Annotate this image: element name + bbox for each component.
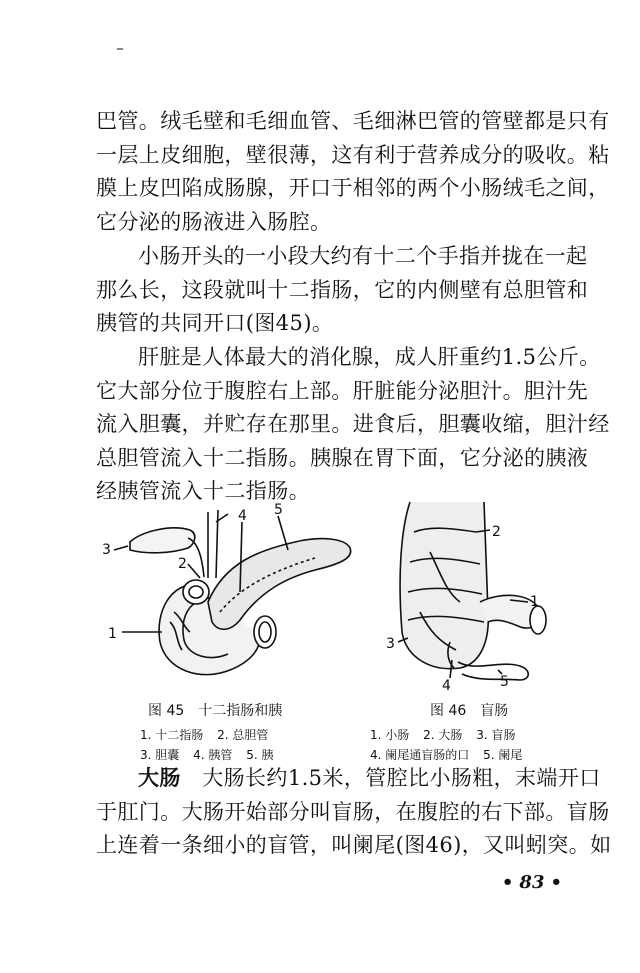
legend-item: 5. 阑尾 [483, 748, 523, 762]
text-line: 胰管的共同开口(图45)。 [96, 311, 334, 335]
cecum-illustration [380, 492, 560, 692]
section-heading: 大肠 [138, 766, 181, 790]
fig45-label-4: 4 [238, 508, 247, 524]
text-line [96, 762, 601, 796]
text-line: 经胰管流入十二指肠。 [96, 479, 310, 503]
text-line: 一层上皮细胞，壁很薄，这有利于营养成分的吸收。粘 [96, 142, 610, 167]
fig45-label-3: 3 [102, 542, 111, 558]
figure-46-caption: 图 46 盲肠 [430, 703, 509, 719]
text-line: 它分泌的肠液进入肠腔。 [96, 209, 332, 234]
legend-item: 3. 盲肠 [476, 728, 516, 742]
text-line: 小肠开头的一小段大约有十二个手指并拢在一起 [138, 244, 588, 268]
fig46-label-3: 3 [386, 636, 395, 652]
bullet-dot: • [550, 872, 562, 893]
figure-45-caption: 图 45 十二指肠和胰 [148, 703, 283, 719]
figure-46-cecum [380, 492, 560, 702]
text-line: 它大部分位于腹腔右上部。肝脏能分泌胆汁。胆汁先 [96, 378, 589, 403]
fig46-label-2: 2 [492, 524, 501, 540]
legend-item: 2. 总胆管 [217, 728, 269, 742]
paragraph-lymph [96, 105, 610, 239]
page-speck [117, 48, 123, 50]
bullet-dot: • [501, 872, 514, 893]
duodenum-pancreas-illustration [100, 492, 360, 692]
paragraph-liver [96, 341, 610, 509]
fig45-label-1: 1 [108, 626, 117, 642]
fig46-label-4: 4 [442, 678, 451, 692]
legend-item: 5. 胰 [246, 748, 274, 762]
text-line: 肝脏是人体最大的消化腺，成人肝重约1.5公斤。 [138, 345, 601, 369]
text-line: 流入胆囊，并贮存在那里。进食后，胆囊收缩，胆汁经 [96, 412, 610, 436]
page-number-value: 83 [519, 872, 545, 893]
figure-45-legend [140, 725, 283, 765]
fig46-label-1: 1 [530, 594, 539, 610]
legend-item: 3. 胆囊 [140, 748, 180, 762]
text-line: 总胆管流入十二指肠。胰腺在胃下面，它分泌的胰液 [96, 445, 589, 470]
text-line: 膜上皮凹陷成肠腺，开口于相邻的两个小肠绒毛之间， [96, 176, 610, 200]
legend-item: 1. 十二指肠 [140, 728, 204, 742]
section-first-line: 大肠长约1.5米，管腔比小肠粗，末端开口 [202, 766, 601, 790]
legend-item: 2. 大肠 [423, 728, 463, 742]
fig45-label-2: 2 [178, 556, 187, 572]
paragraph-large-intestine [96, 762, 612, 863]
paragraph-duodenum [96, 240, 589, 341]
text-line: 那么长，这段就叫十二指肠，它的内侧壁有总胆管和 [96, 277, 589, 302]
fig45-label-5: 5 [274, 502, 283, 518]
text-line: 于肛门。大肠开始部分叫盲肠，在腹腔的右下部。盲肠 [96, 799, 610, 824]
legend-item: 1. 小肠 [370, 728, 410, 742]
legend-item: 4. 胰管 [193, 748, 233, 762]
text-line: 巴管。绒毛壁和毛细血管、毛细淋巴管的管壁都是只有 [96, 109, 610, 133]
text-line: 上连着一条细小的盲管，叫阑尾(图46)，又叫蚓突。如 [96, 833, 612, 857]
legend-item: 4. 阑尾通盲肠的口 [370, 748, 470, 762]
figure-45-duodenum-pancreas [100, 492, 360, 702]
figure-46-legend [370, 725, 532, 765]
page-number [496, 872, 568, 893]
fig46-label-5: 5 [500, 674, 509, 690]
